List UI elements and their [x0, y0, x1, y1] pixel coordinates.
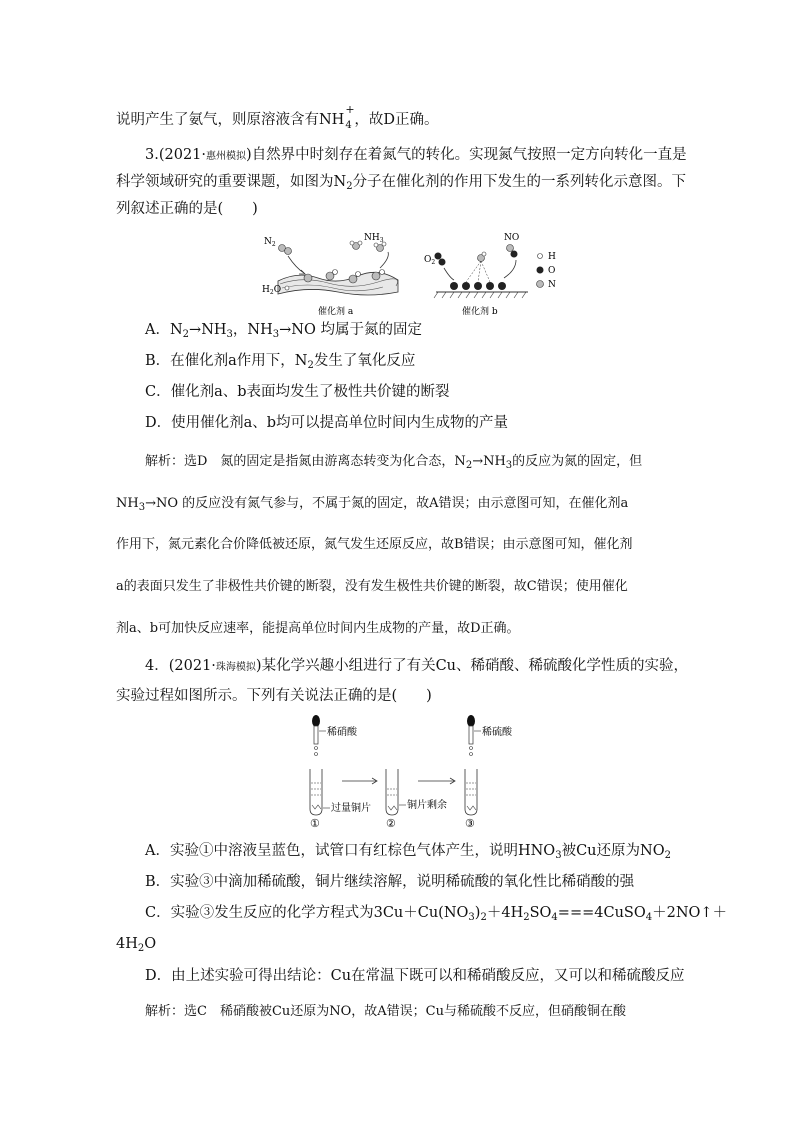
q3-stem-line-1 — [145, 145, 687, 167]
q3-analysis-line-1 — [145, 452, 642, 472]
experiment-diagram — [292, 713, 532, 829]
q3-a2: →NH — [189, 322, 227, 338]
q3-option-c: C．催化剂a、b表面均发生了极性共价键的断裂 — [145, 384, 450, 400]
nh3-label: $NH_3$ — [364, 233, 384, 244]
q3-analysis-line-3: 作用下，氮元素化合价降低被还原，氮气发生还原反应，故B错误；由示意图可知，催化剂 — [116, 537, 633, 552]
q4-stem-line-1 — [145, 656, 688, 678]
q3-stem-line-3 — [116, 199, 258, 219]
cu-remain-label: 铜片剩余 — [407, 800, 447, 811]
q4-c1: C．实验③发生反应的化学方程式为3Cu＋Cu(NO — [145, 905, 469, 921]
q3-source-place: 惠州模拟 — [206, 151, 247, 162]
q3-an-1b: →NH — [472, 454, 506, 469]
tube-label-2: ② — [386, 817, 396, 829]
q4-c5: ===4CuSO — [557, 905, 646, 921]
dropper-1 — [312, 715, 326, 756]
catalyst-diagram — [258, 226, 568, 322]
q3-b-sub: 2 — [307, 360, 314, 371]
q4-c-sub2: 2 — [480, 912, 487, 923]
q3-source-open: (2021· — [158, 147, 207, 163]
q4-option-d: D．由上述实验可得出结论：Cu在常温下既可以和稀硝酸反应，又可以和稀硫酸反应 — [145, 968, 685, 984]
no-molecule — [504, 245, 518, 279]
q3-an-2b: →NO 的反应没有氮气参与，不属于氮的固定，故A错误；由示意图可知，在催化剂a — [145, 496, 629, 511]
q3-a-sub1: 2 — [182, 329, 190, 340]
q3-a4: →NO 均属于氮的固定 — [279, 322, 422, 338]
q4-c2: ) — [474, 905, 481, 921]
q3-an-2a: NH — [116, 496, 139, 511]
q4-a-sub2: 2 — [664, 850, 671, 861]
dilute-hno3-label: 稀硝酸 — [327, 727, 357, 738]
q4-source-place: 珠海模拟 — [215, 662, 256, 673]
q4-c3: ＋4H — [486, 905, 524, 921]
test-tube-3 — [465, 769, 477, 815]
q4-c-sub4: 4 — [551, 912, 558, 923]
legend-h: H — [548, 252, 556, 262]
q4-analysis-line-1: 解析：选C 稀硝酸被Cu还原为NO，故A错误；Cu与稀硫酸不反应，但硝酸铜在酸 — [145, 1004, 627, 1019]
q3-stem-line-2 — [116, 172, 686, 192]
test-tube-2 — [386, 769, 406, 815]
q3-a-sub3: 3 — [272, 329, 280, 340]
q4-c8: O — [144, 936, 157, 952]
q3-an-1c: 的反应为氮的固定，但 — [512, 454, 643, 469]
catalyst-b-surface — [434, 252, 528, 298]
q3-a3: ，NH — [232, 322, 273, 338]
q4-option-c — [145, 903, 727, 923]
q3-source-close: ) — [246, 147, 252, 163]
legend — [537, 252, 557, 290]
q4-number: 4． — [145, 658, 169, 674]
q4-c4: SO — [529, 905, 552, 921]
excess-cu-label: 过量铜片 — [331, 803, 371, 814]
q4-stem-a: 某化学兴趣小组进行了有关Cu、稀硝酸、稀硫酸化学性质的实验， — [261, 658, 689, 674]
ammonium-ion-charge — [344, 103, 355, 131]
q3-number: 3. — [145, 147, 159, 163]
o2-molecule — [435, 253, 455, 281]
intro-line — [116, 103, 439, 131]
q4-option-c-cont — [116, 934, 156, 954]
q3-b2: 发生了氧化反应 — [313, 353, 416, 369]
q3-stem-a: 自然界中时刻存在着氮气的转化。实现氮气按照一定方向转化一直是 — [251, 147, 687, 163]
q4-a1: A．实验①中溶液呈蓝色，试管口有红棕色气体产生，说明HNO — [145, 843, 556, 859]
q3-an-2-sub: 3 — [138, 502, 146, 513]
tube-label-3: ③ — [465, 817, 475, 829]
q3-an-sub1: 2 — [465, 460, 473, 471]
n2-label: $N_2$ — [264, 237, 276, 248]
catalyst-a-surface — [278, 270, 398, 296]
ion-sub: 4 — [345, 120, 352, 131]
q3-option-a — [145, 320, 422, 340]
catalyst-b-label: 催化剂 b — [462, 307, 498, 317]
intro-text-end: ，故D正确。 — [354, 112, 439, 128]
dropper-2 — [467, 715, 481, 756]
q4-source-close: ) — [255, 658, 262, 674]
q4-a2: 被Cu还原为NO — [561, 843, 665, 859]
q4-stem-line-2: 实验过程如图所示。下列有关说法正确的是( ) — [116, 688, 432, 704]
legend-o: O — [548, 266, 556, 276]
q4-option-b: B．实验③中滴加稀硫酸，铜片继续溶解，说明稀硫酸的氧化性比稀硝酸的强 — [145, 874, 635, 890]
q3-stem-b-sub: 2 — [346, 181, 353, 192]
dilute-h2so4-label: 稀硫酸 — [482, 727, 512, 738]
no-label: NO — [504, 233, 520, 243]
arrow-2 — [418, 778, 455, 784]
q3-an-1a: 解析：选D 氮的固定是指氮由游离态转变为化合态，N — [145, 454, 466, 469]
q4-c-sub1: 3 — [468, 912, 475, 923]
nh3-molecules — [350, 241, 388, 268]
legend-n: N — [548, 280, 556, 290]
q3-a1: A．N — [145, 322, 183, 338]
o2-label: $O_2$ — [424, 255, 436, 266]
q3-b1: B．在催化剂a作用下，N — [145, 353, 308, 369]
q3-analysis-line-2 — [116, 494, 628, 514]
q4-c6: ＋2NO↑＋ — [652, 905, 728, 921]
q4-source-open: (2021· — [168, 658, 216, 674]
catalyst-a-label: 催化剂 a — [318, 307, 354, 317]
h2o-label: $H_2O$ — [262, 285, 282, 296]
ion-sup: + — [345, 103, 355, 116]
q4-c7: 4H — [116, 936, 138, 952]
q3-analysis-line-4: a的表面只发生了非极性共价键的断裂，没有发生极性共价键的断裂，故C错误；使用催化 — [116, 579, 628, 594]
q4-option-a — [145, 841, 671, 861]
q3-option-d: D．使用催化剂a、b均可以提高单位时间内生成物的产量 — [145, 415, 509, 431]
q3-stem-b2: 分子在催化剂的作用下发生的一系列转化示意图。下 — [352, 174, 687, 190]
q3-a-sub2: 3 — [226, 329, 233, 340]
q3-analysis-line-5: 剂a、b可加快反应速率，能提高单位时间内生成物的产量，故D正确。 — [116, 621, 520, 636]
q4-c-sub5: 4 — [645, 912, 653, 923]
q3-option-b — [145, 351, 415, 371]
tube-label-1: ① — [310, 817, 320, 829]
intro-text: 说明产生了氨气，则原溶液含有NH — [116, 112, 345, 128]
q3-stem-c: 列叙述正确的是( ) — [116, 201, 258, 217]
arrow-1 — [342, 778, 377, 784]
test-tube-1 — [310, 769, 330, 815]
q4-c-sub3: 2 — [523, 912, 530, 923]
q4-c-sub7: 2 — [137, 943, 145, 954]
n2-molecule — [279, 245, 306, 275]
q4-a-sub1: 3 — [555, 850, 562, 861]
q3-an-sub2: 3 — [505, 460, 513, 471]
q3-stem-b1: 科学领域研究的重要课题，如图为N — [116, 174, 347, 190]
